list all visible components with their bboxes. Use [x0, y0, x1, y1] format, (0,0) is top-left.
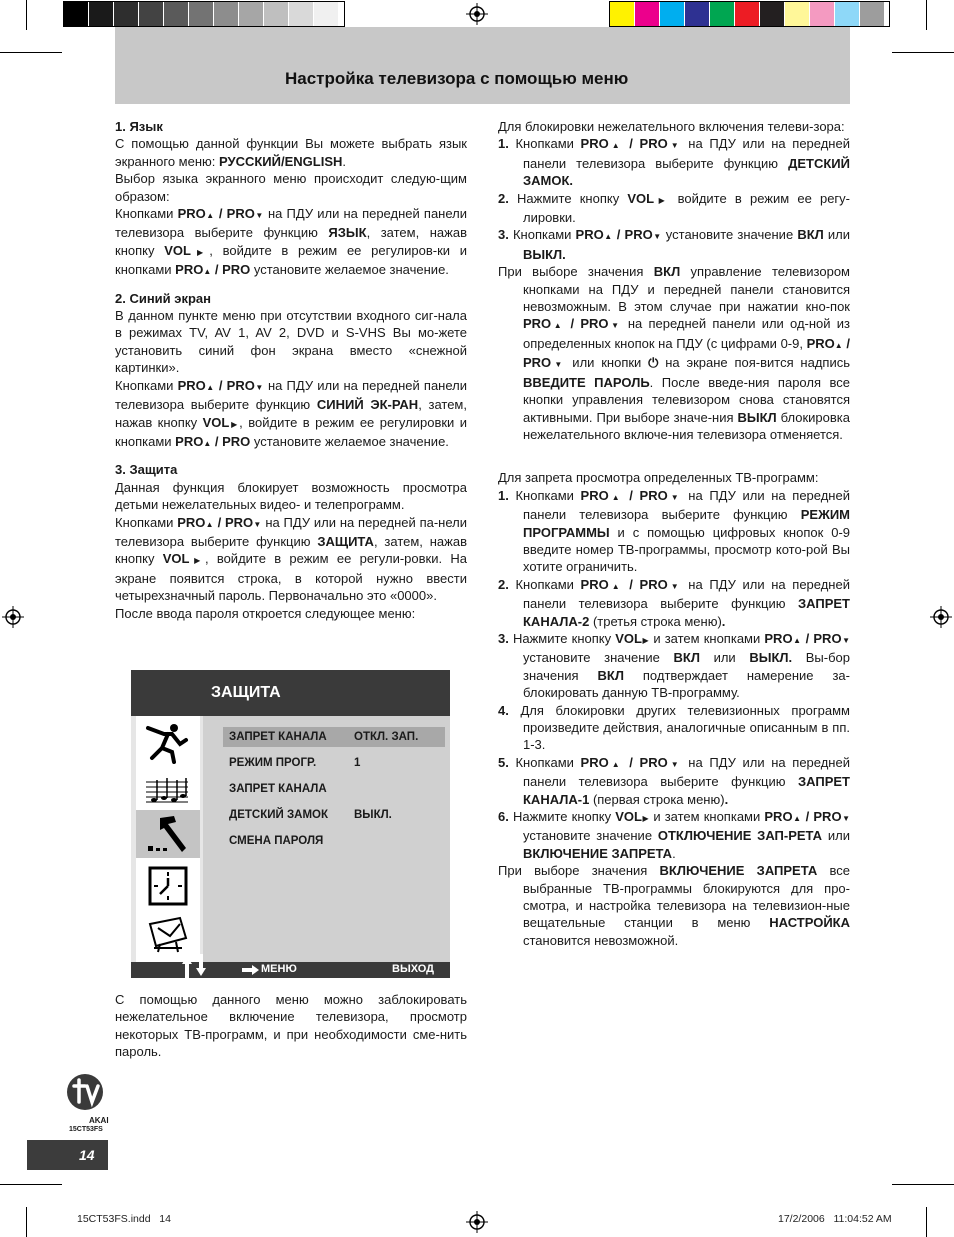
paragraph: Кнопками PRO▲ / PRO▼ на ПДУ или на передней панели телевизора выберите функцию СИНИЙ ЭК-РАН, затем, нажав кнопку VOL▶, войдите в режим ее регулировки и кнопками PRO▲ / PRO установите желаемое значение. — [115, 377, 468, 449]
section-title-blue-screen: 2. Синий экран — [115, 290, 211, 306]
up-arrow-icon: ▲ — [834, 340, 843, 350]
list-item: 2. Кнопками PRO▲ / PRO▼ на ПДУ или на передней панели телевизора выберите функцию ЗАПРЕТ КАНАЛА-2 (третья строка меню). — [498, 576, 850, 629]
right-column — [498, 118, 850, 949]
down-arrow-icon: ▼ — [667, 581, 682, 591]
protection-menu-screenshot — [131, 670, 450, 978]
menu-icon-strip — [136, 716, 200, 962]
tv-logo-icon — [65, 1072, 105, 1112]
down-arrow-icon: ▼ — [253, 519, 262, 529]
up-arrow-icon: ▲ — [608, 492, 623, 502]
up-arrow-icon: ▲ — [603, 232, 613, 242]
down-arrow-icon: ▼ — [841, 635, 850, 645]
registration-mark-icon — [2, 606, 24, 628]
left-column — [115, 118, 467, 622]
page-number: 14 — [79, 1147, 95, 1163]
up-arrow-icon: ▲ — [608, 141, 623, 151]
clock-icon — [148, 866, 188, 906]
left-column-bottom — [115, 991, 467, 1061]
menu-footer-menu-label: МЕНЮ — [261, 963, 297, 975]
paragraph: При выборе значения ВКЛ управление телевизором кнопками на ПДУ и передней панели становится невозможным. В этом случае при нажатии кно-пок PRO▲ / PRO▼ на передней панели или од-ной из определенных кнопок на ПДУ (с цифрами 0-9, PRO▲ / PRO▼ или кнопки ⏻ на экране поя-вится надпись ВВЕДИТЕ ПАРОЛЬ. После введе-ния пароля все кнопки управления телевизором снова становятся активными. При выборе значе-ния ВЫКЛ блокировка нежелательного включе-ния телевизора отменяется. — [498, 264, 851, 442]
picture-icon — [144, 722, 190, 764]
registration-mark-icon — [930, 606, 952, 628]
right-arrow-icon — [242, 965, 259, 975]
up-arrow-icon: ▲ — [792, 814, 802, 824]
paragraph: Кнопками PRO▲ / PRO▼ на ПДУ или на передней па-нели телевизора выберите функцию ЗАЩИТА, затем, нажав кнопку VOL▶, войдите в режим ее регули-ровки. На экране появится строка, в которой нужно ввести четырехзначный пароль. Первоначально это «0000». — [115, 514, 467, 604]
section-title-protection: 3. Защита — [115, 462, 178, 478]
menu-title: ЗАЩИТА — [211, 684, 281, 701]
paragraph: Выбор языка экранного меню происходит следую-щим образом: — [115, 171, 467, 204]
list-item: 4. Для блокировки других телевизионных программ произведите действия, аналогичные описанным в пп. 1-3. — [498, 702, 850, 753]
menu-row-program-mode[interactable]: РЕЖИМ ПРОГР. 1 — [229, 757, 361, 769]
header-band — [115, 27, 850, 104]
paragraph: С помощью данного меню можно заблокировать нежелательное включение телевизора, просмотр некоторых ТВ-программ, и при необходимости сме-нить пароль. — [115, 992, 467, 1060]
right-arrow-icon: ▶ — [642, 635, 650, 645]
list-item: 6. Нажмите кнопку VOL▶ и затем кнопками PRO▲ / PRO▼ установите значение ОТКЛЮЧЕНИЕ ЗАП-РЕТА или ВКЛЮЧЕНИЕ ЗАПРЕТА. — [498, 809, 850, 861]
up-arrow-icon: ▲ — [551, 321, 565, 331]
menu-header — [131, 670, 450, 716]
right-arrow-icon: ▶ — [654, 195, 670, 205]
sound-icon — [146, 776, 188, 806]
paragraph: Данная функция блокирует возможность просмотра детьми нежелательных видео- и телепрограмм. — [115, 479, 467, 513]
slug-file: 15CT53FS.indd 14 — [77, 1213, 171, 1225]
grayscale-bar-outline — [63, 1, 345, 27]
right-arrow-icon: ▶ — [189, 556, 205, 566]
menu-row-channel-lock-1[interactable]: ЗАПРЕТ КАНАЛА ОТКЛ. ЗАП. — [223, 727, 445, 747]
menu-footer-exit-label: ВЫХОД — [392, 963, 435, 975]
page-title: Настройка телевизора с помощью меню — [285, 69, 629, 88]
up-arrow-icon: ▲ — [205, 519, 214, 529]
down-arrow-icon: ▼ — [667, 492, 682, 502]
registration-mark-icon — [466, 1211, 488, 1233]
crop-mark — [926, 1207, 927, 1237]
menu-row-change-password[interactable]: СМЕНА ПАРОЛЯ — [229, 835, 324, 847]
up-arrow-icon: ▲ — [203, 438, 212, 448]
slug-date: 17/2/2006 11:04:52 AM — [778, 1213, 892, 1225]
paragraph: После ввода пароля откроется следующее меню: — [115, 605, 416, 621]
crop-mark — [892, 52, 954, 53]
menu-footer — [131, 962, 450, 978]
list-item: 3. Нажмите кнопку VOL▶ и затем кнопками PRO▲ / PRO▼ установите значение ВКЛ или ВЫКЛ. Вы-бор значения ВКЛ подтверждает намерение за-блокировать данную ТВ-программу. — [498, 630, 850, 701]
down-arrow-icon: ▼ — [254, 211, 264, 221]
up-arrow-icon: ▲ — [792, 635, 802, 645]
page-number-box — [27, 1140, 108, 1170]
tools-icon — [146, 814, 190, 854]
list-item: 1. Кнопками PRO▲ / PRO▼ на ПДУ или на передней панели телевизора выберите функцию ДЕТСКИЙ ЗАМОК. — [498, 136, 850, 189]
down-arrow-icon: ▼ — [254, 382, 264, 392]
section-title-language: 1. Язык — [115, 119, 163, 134]
paragraph: В данном пункте меню при отсутствии входного сиг-нала в режимах TV, AV 1, AV 2, DVD и S-VHS Вы мо-жете установить синий фон экрана вместо «снежной картинки». — [115, 308, 467, 376]
menu-options-panel — [203, 716, 450, 962]
list-item: 1. Кнопками PRO▲ / PRO▼ на ПДУ или на передней панели телевизора выберите функцию РЕЖИМ ПРОГРАММЫ и с помощью цифровых кнопок 0-9 введите номер ТВ-программы, просмотр кото-рой Вы хотите ограничить. — [498, 487, 850, 575]
up-arrow-icon: ▲ — [205, 382, 215, 392]
color-bar-outline — [609, 1, 890, 27]
down-arrow-icon: ▼ — [652, 232, 662, 242]
menu-body — [131, 716, 450, 962]
up-down-arrows-icon — [180, 954, 210, 978]
up-arrow-icon: ▲ — [608, 581, 623, 591]
down-arrow-icon: ▼ — [841, 814, 850, 824]
up-arrow-icon: ▲ — [203, 267, 212, 277]
paragraph: Для блокировки нежелательного включения телеви-зора: — [498, 119, 845, 134]
model-number: 15CT53FS — [69, 1126, 103, 1133]
brand-name: AKAI — [89, 1116, 109, 1125]
crop-mark — [0, 1184, 62, 1185]
right-arrow-icon: ▶ — [229, 419, 240, 429]
registration-mark-icon — [466, 3, 488, 25]
crop-mark — [926, 0, 927, 30]
list-item: 3. Кнопками PRO▲ / PRO▼ установите значение ВКЛ или ВЫКЛ. — [498, 227, 851, 262]
paragraph: Для запрета просмотра определенных ТВ-программ: — [498, 470, 819, 486]
right-arrow-icon: ▶ — [642, 814, 650, 824]
right-arrow-icon: ▶ — [190, 247, 210, 257]
up-arrow-icon: ▲ — [205, 211, 215, 221]
menu-row-child-lock[interactable]: ДЕТСКИЙ ЗАМОК ВЫКЛ. — [229, 809, 392, 821]
list-item: 2. Нажмите кнопку VOL▶ войдите в режим ее регу-лировки. — [498, 190, 851, 226]
crop-mark — [892, 1184, 954, 1185]
down-arrow-icon: ▼ — [667, 759, 682, 769]
tv-icon — [146, 914, 190, 954]
paragraph: С помощью данной функции Вы можете выбрать язык экранного меню: РУССКИЙ/ENGLISH. — [115, 136, 467, 169]
paragraph: При выборе значения ВКЛЮЧЕНИЕ ЗАПРЕТА все выбранные ТВ-программы блокируются для про-смотра, и настройка телевизора на телевизион-ные вещательные станции в меню НАСТРОЙКА становится невозможной. — [498, 863, 850, 948]
paragraph: Кнопками PRO▲ / PRO▼ на ПДУ или на передней панели телевизора выберите функцию ЯЗЫК, затем, нажав кнопку VOL▶, войдите в режим ее регулиров-ки и кнопками PRO▲ / PRO установите желаемое значение. — [115, 206, 468, 278]
crop-mark — [26, 1207, 27, 1237]
power-icon: ⏻ — [648, 355, 659, 371]
down-arrow-icon: ▼ — [608, 321, 622, 331]
up-arrow-icon: ▲ — [608, 759, 623, 769]
menu-row-channel-lock-2[interactable]: ЗАПРЕТ КАНАЛА — [229, 783, 327, 795]
down-arrow-icon: ▼ — [551, 360, 566, 370]
down-arrow-icon: ▼ — [667, 141, 682, 151]
list-item: 5. Кнопками PRO▲ / PRO▼ на ПДУ или на передней панели телевизора выберите функцию ЗАПРЕТ КАНАЛА-1 (первая строка меню). — [498, 754, 850, 807]
crop-mark — [0, 52, 62, 53]
crop-mark — [26, 0, 27, 30]
